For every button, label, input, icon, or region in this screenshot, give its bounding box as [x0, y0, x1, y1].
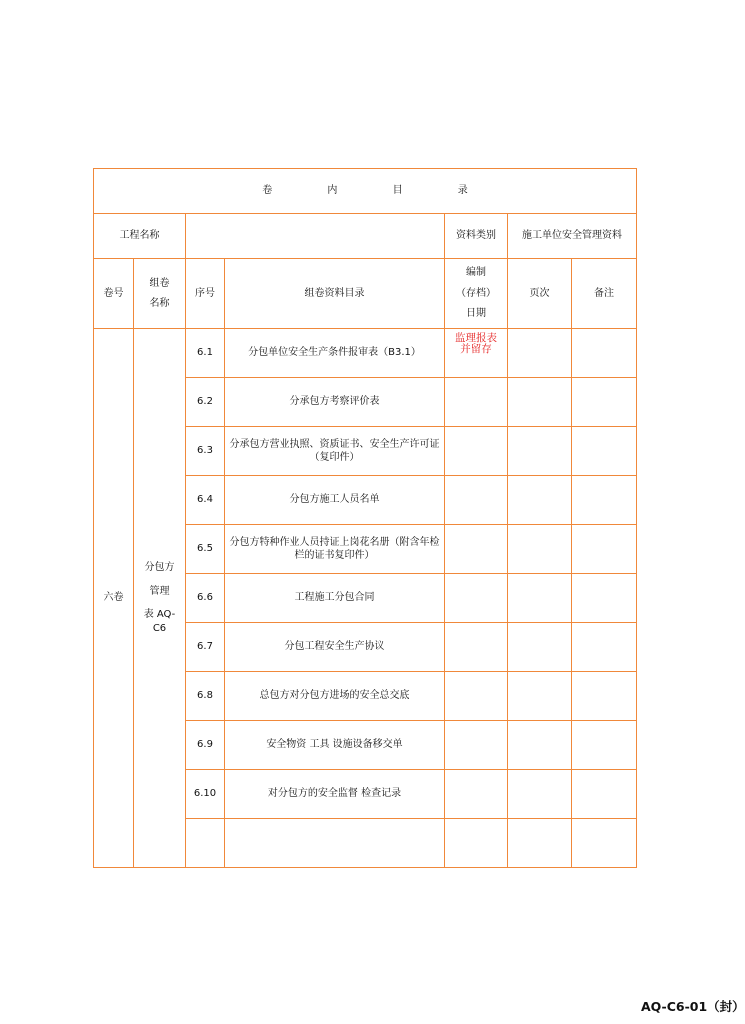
item-page[interactable]: [508, 574, 572, 623]
item-remark[interactable]: [572, 819, 637, 868]
item-name: 对分包方的安全监督 检查记录: [225, 770, 445, 819]
item-date[interactable]: [445, 770, 508, 819]
item-page[interactable]: [508, 819, 572, 868]
item-name: 安全物资 工具 设施设备移交单: [225, 721, 445, 770]
catalog-row: [94, 329, 637, 378]
item-page[interactable]: [508, 623, 572, 672]
item-page[interactable]: [508, 770, 572, 819]
date-header-line3: 日期: [466, 308, 486, 320]
item-date[interactable]: [445, 476, 508, 525]
seq-header: 序号: [186, 259, 225, 329]
header-row-project: [94, 214, 637, 259]
item-date-line1: 监理报表: [455, 332, 497, 344]
item-date[interactable]: [445, 819, 508, 868]
volume-group-name: [134, 329, 186, 868]
item-seq: 6.1: [186, 329, 225, 378]
item-seq: 6.6: [186, 574, 225, 623]
remark-header: 备注: [572, 259, 637, 329]
item-seq: 6.10: [186, 770, 225, 819]
header-row-columns: [94, 259, 637, 329]
item-name: 分承包方考察评价表: [225, 378, 445, 427]
item-page[interactable]: [508, 427, 572, 476]
item-remark[interactable]: [572, 476, 637, 525]
page-header: 页次: [508, 259, 572, 329]
group-name-header: [134, 259, 186, 329]
volume-no-header: 卷号: [94, 259, 134, 329]
item-remark[interactable]: [572, 525, 637, 574]
item-page[interactable]: [508, 329, 572, 378]
date-header-line1: 编制: [466, 267, 486, 279]
item-remark[interactable]: [572, 672, 637, 721]
item-date[interactable]: [445, 525, 508, 574]
item-name: [225, 819, 445, 868]
volume-group-line1: 分包方: [144, 562, 175, 573]
item-remark[interactable]: [572, 623, 637, 672]
item-date[interactable]: [445, 574, 508, 623]
category-label: 资料类别: [445, 214, 508, 259]
item-seq: 6.5: [186, 525, 225, 574]
item-date[interactable]: [445, 329, 508, 378]
item-seq: 6.3: [186, 427, 225, 476]
item-seq: 6.2: [186, 378, 225, 427]
form-code: AQ-C6-01（封）: [641, 999, 745, 1014]
item-date[interactable]: [445, 623, 508, 672]
item-page[interactable]: [508, 525, 572, 574]
category-value: 施工单位安全管理资料: [508, 214, 637, 259]
date-header: [445, 259, 508, 329]
item-name: 工程施工分包合同: [225, 574, 445, 623]
item-remark[interactable]: [572, 770, 637, 819]
item-name: 分承包方营业执照、资质证书、安全生产许可证（复印件）: [225, 427, 445, 476]
item-remark[interactable]: [572, 329, 637, 378]
project-name-value[interactable]: [186, 214, 445, 259]
item-remark[interactable]: [572, 574, 637, 623]
item-name: 总包方对分包方进场的安全总交底: [225, 672, 445, 721]
item-page[interactable]: [508, 672, 572, 721]
item-page[interactable]: [508, 476, 572, 525]
item-seq: [186, 819, 225, 868]
catalog-header: 组卷资料目录: [225, 259, 445, 329]
item-page[interactable]: [508, 378, 572, 427]
group-name-header-line1: 组卷: [149, 278, 170, 289]
item-remark[interactable]: [572, 721, 637, 770]
item-name: 分包方特种作业人员持证上岗花名册（附含年检栏的证书复印件）: [225, 525, 445, 574]
catalog-sheet: [93, 168, 745, 1014]
item-seq: 6.4: [186, 476, 225, 525]
item-date[interactable]: [445, 427, 508, 476]
group-name-header-line2: 名称: [149, 297, 170, 309]
project-name-label: 工程名称: [94, 214, 186, 259]
volume-group-line2: 管理: [149, 585, 170, 597]
volume-group-line3: 表 AQ-C6: [143, 609, 176, 634]
item-date[interactable]: [445, 378, 508, 427]
page-title: 卷 内 目 录: [94, 169, 637, 214]
item-name: 分包工程安全生产协议: [225, 623, 445, 672]
item-remark[interactable]: [572, 378, 637, 427]
item-seq: 6.7: [186, 623, 225, 672]
item-date-line2: 并留存: [460, 343, 492, 356]
item-remark[interactable]: [572, 427, 637, 476]
item-name: 分包单位安全生产条件报审表（B3.1）: [225, 329, 445, 378]
catalog-table: [93, 168, 637, 868]
date-header-line2: （存档）: [456, 287, 496, 299]
item-date[interactable]: [445, 721, 508, 770]
item-date[interactable]: [445, 672, 508, 721]
volume-number: 六卷: [94, 329, 134, 868]
item-seq: 6.9: [186, 721, 225, 770]
item-name: 分包方施工人员名单: [225, 476, 445, 525]
item-page[interactable]: [508, 721, 572, 770]
item-seq: 6.8: [186, 672, 225, 721]
